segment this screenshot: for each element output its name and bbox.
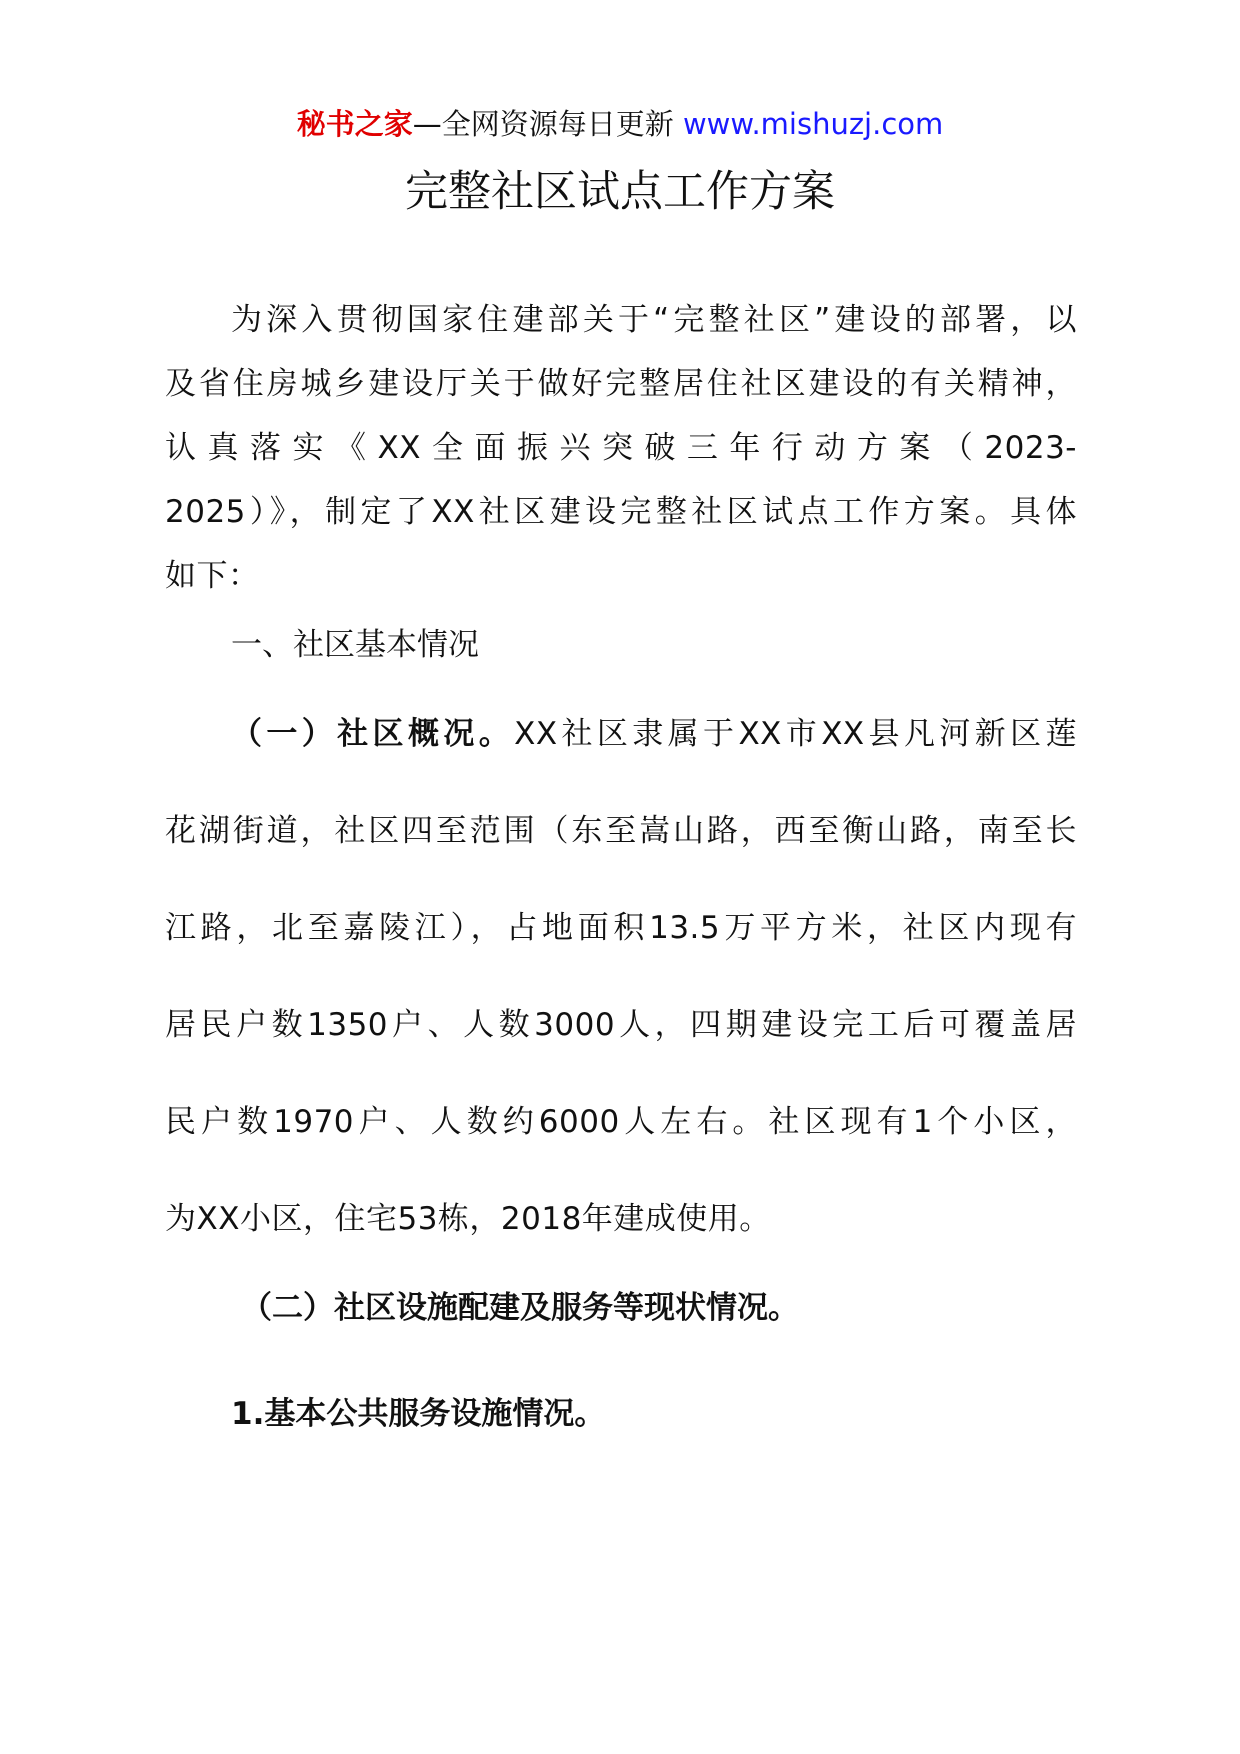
paragraph-line: 认真落实《XX全面振兴突破三年行动方案（2023- [165, 430, 1077, 466]
section-heading: 一、社区基本情况 [231, 627, 479, 663]
paragraph-line-text: XX社区隶属于XX市XX县凡河新区莲 [514, 716, 1078, 752]
subsection-heading: （二）社区设施配建及服务等现状情况。 [241, 1290, 799, 1326]
paragraph-line: 民户数1970户、人数约6000人左右。社区现有1个小区， [165, 1104, 1077, 1140]
website-link[interactable]: www.mishuzj.com [682, 107, 944, 141]
paragraph-line: 为XX小区，住宅53栋，2018年建成使用。 [165, 1201, 771, 1237]
paragraph-line: 如下： [165, 558, 260, 594]
subsection-heading: （一）社区概况。 [231, 716, 515, 752]
paragraph-line: 为深入贯彻国家住建部关于“完整社区”建设的部署，以 [231, 302, 1077, 338]
paragraph-line: 江路，北至嘉陵江），占地面积13.5万平方米，社区内现有 [165, 910, 1077, 946]
header-banner [0, 104, 1240, 144]
paragraph-line: 居民户数1350户、人数3000人，四期建设完工后可覆盖居 [165, 1007, 1077, 1043]
item-heading: 1.基本公共服务设施情况。 [231, 1396, 606, 1432]
paragraph-line: 及省住房城乡建设厅关于做好完整居住社区建设的有关精神， [165, 366, 1077, 402]
paragraph-line: 2025）》，制定了XX社区建设完整社区试点工作方案。具体 [165, 494, 1077, 530]
paragraph-line [165, 686, 1077, 783]
banner-slogan: —全网资源每日更新 [412, 107, 674, 141]
community-overview-paragraph [165, 686, 1077, 1268]
intro-paragraph [165, 288, 1077, 608]
brand-name: 秘书之家 [296, 107, 413, 141]
paragraph-line: 花湖街道，社区四至范围（东至嵩山路，西至衡山路，南至长 [165, 813, 1077, 849]
document-title: 完整社区试点工作方案 [405, 167, 835, 217]
